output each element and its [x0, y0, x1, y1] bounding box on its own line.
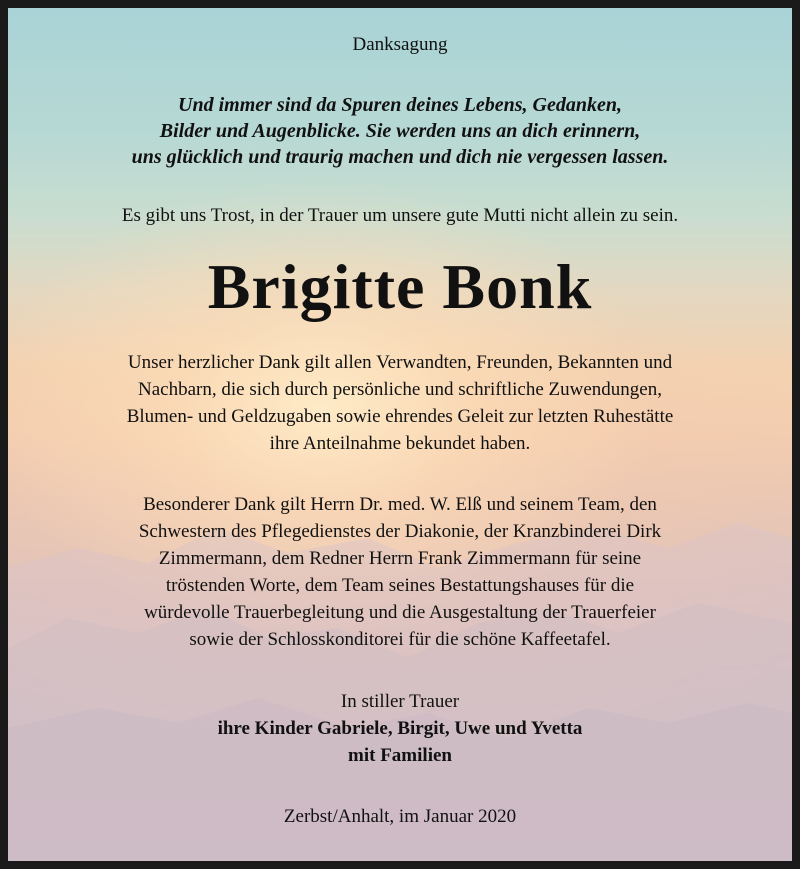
thanks-1-line-2: Nachbarn, die sich durch persönliche und schriftliche Zuwendungen,	[138, 379, 662, 400]
thanks-2-line-1: Besonderer Dank gilt Herrn Dr. med. W. Elß und seinem Team, den	[143, 494, 657, 515]
thanks-2-line-6: sowie der Schlosskonditorei für die schöne Kaffeetafel.	[189, 629, 611, 650]
thanks-2-line-4: tröstenden Worte, dem Team seines Bestattungshauses für die	[165, 575, 635, 596]
thanks-1-line-3: Blumen- und Geldzugaben sowie ehrendes Geleit zur letzten Ruhestätte	[126, 406, 674, 427]
notice-heading: Danksagung	[352, 34, 448, 55]
place-date: Zerbst/Anhalt, im Januar 2020	[283, 806, 517, 827]
verse-line-2: Bilder und Augenblicke. Sie werden uns an dich erinnern,	[159, 120, 641, 142]
signature-intro: In stiller Trauer	[340, 691, 460, 712]
verse-line-3: uns glücklich und traurig machen und dich nie vergessen lassen.	[131, 146, 669, 168]
thanks-2-line-5: würdevolle Trauerbegleitung und die Ausgestaltung der Trauerfeier	[144, 602, 656, 623]
thanks-1-line-1: Unser herzlicher Dank gilt allen Verwandten, Freunden, Bekannten und	[127, 352, 673, 373]
deceased-name: Brigitte Bonk	[207, 251, 593, 322]
obituary-notice	[8, 8, 792, 861]
thanks-2-line-2: Schwestern des Pflegedienstes der Diakonie, der Kranzbinderei Dirk	[138, 521, 662, 542]
signature-families: mit Familien	[348, 745, 452, 766]
notice-text	[8, 8, 792, 861]
comfort-line: Es gibt uns Trost, in der Trauer um unsere gute Mutti nicht allein zu sein.	[121, 205, 679, 226]
verse-line-1: Und immer sind da Spuren deines Lebens, Gedanken,	[178, 94, 622, 116]
thanks-2-line-3: Zimmermann, dem Redner Herrn Frank Zimmermann für seine	[158, 548, 642, 569]
thanks-1-line-4: ihre Anteilnahme bekundet haben.	[269, 433, 531, 454]
signature-names: ihre Kinder Gabriele, Birgit, Uwe und Yvetta	[217, 718, 583, 739]
